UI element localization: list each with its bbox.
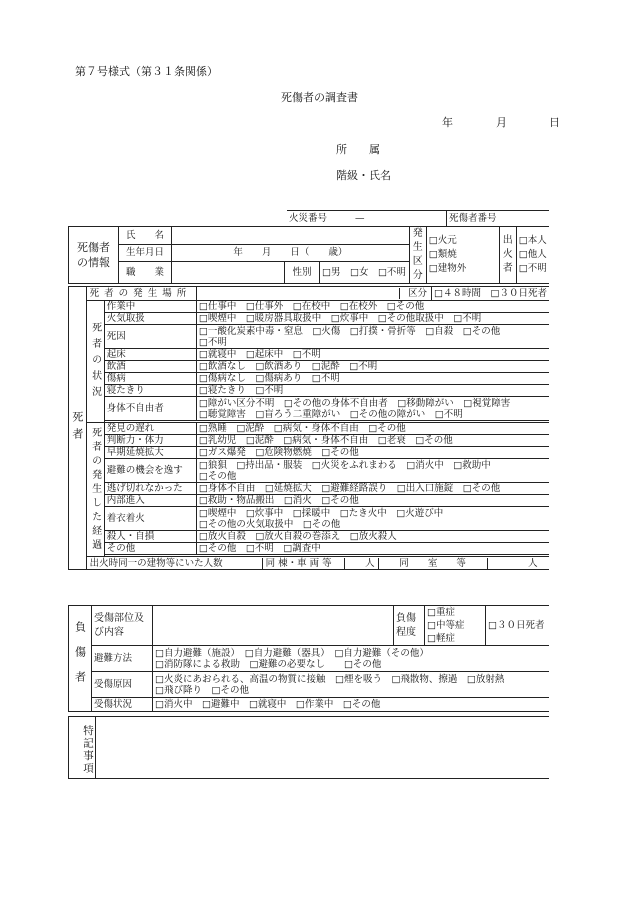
same-ridge-unit: 人 [345, 558, 379, 569]
date-day-label: 日 [549, 116, 560, 129]
route-row-options[interactable]: □ガス爆発 □危険物燃焼 □その他 [196, 447, 549, 459]
form-number: 第７号様式（第３１条関係） [75, 65, 218, 78]
state-row-label: 作業中 [104, 301, 196, 313]
job-field[interactable] [172, 261, 285, 283]
state-row-options[interactable]: □寝たきり □不明 [196, 385, 549, 397]
fire-person-unknown[interactable]: □不明 [518, 263, 547, 274]
clothing-options-2[interactable]: □その他の火気取扱中 □その他 [198, 518, 341, 530]
degree-moderate[interactable]: □中等症 [427, 620, 465, 631]
route-row-options[interactable] [196, 507, 549, 531]
injury-part-field[interactable] [153, 606, 394, 646]
evacuation-label: 避難方法 [92, 646, 153, 672]
job-label: 職 業 [119, 261, 172, 283]
route-row-label: その他 [104, 543, 196, 555]
dead-place-field[interactable] [196, 287, 431, 301]
route-row-label: 避難の機会を逸す [104, 459, 196, 483]
state-row-label: 起床 [104, 349, 196, 361]
info-section-label: 死傷者の情報 [69, 227, 119, 284]
injured-table [68, 605, 549, 712]
origin-spread[interactable]: □類焼 [428, 249, 457, 260]
escape-options[interactable]: □狼狽 □持出品・服装 □火災をふれまわる □消火中 □救助中 [198, 459, 491, 471]
state-row-label: 傷病 [104, 373, 196, 385]
casualty-no-label: 死傷者番号 [449, 213, 497, 224]
injury-cause-options-1[interactable]: □火炎にあおられる、高温の物質に接触 □煙を吸う □飛散物、擦過 □放射熱 [155, 673, 505, 685]
date-year-label: 年 [442, 116, 453, 129]
state-row-options[interactable] [196, 325, 549, 349]
escape-options-2[interactable]: □その他 [198, 470, 237, 482]
fire-person-label: 出火者 [499, 227, 516, 284]
origin-options[interactable] [426, 227, 499, 284]
injury-degree-label: 負傷程度 [394, 606, 425, 646]
origin-outside[interactable]: □建物外 [428, 263, 467, 274]
route-label: 死者の発生した経過 [86, 423, 104, 557]
state-row-options[interactable]: □就寝中 □起床中 □不明 [196, 349, 549, 361]
fire-person-options[interactable] [516, 227, 549, 284]
dob-field[interactable]: 年 月 日（ 歳） [172, 244, 410, 261]
route-row-label: 判断力・体力 [104, 435, 196, 447]
route-row-options[interactable]: □熟睡 □泥酔 □病気・身体不自由 □その他 [196, 423, 549, 435]
rank-name-label: 階級・氏名 [336, 169, 391, 182]
route-row-label: 逃げ切れなかった [104, 483, 196, 495]
same-building-label: 出火時同一の建物等にいた人数 [87, 558, 263, 569]
dead-table [68, 286, 549, 570]
route-row-options[interactable] [196, 459, 549, 483]
route-row-options[interactable]: □救助・物品搬出 □消火 □その他 [196, 495, 549, 507]
injury-degree-options[interactable] [425, 606, 486, 646]
state-row-options[interactable]: □喫煙中 □暖房器具取扱中 □炊事中 □その他取扱中 □不明 [196, 313, 549, 325]
route-row-label: 着衣着火 [104, 507, 196, 531]
route-row-options[interactable]: □放火自殺 □放火自殺の巻添え □放火殺人 [196, 531, 549, 543]
disability-options[interactable]: □障がい区分不明 □その他の身体不自由者 □移動障がい □視覚障害 [198, 397, 511, 409]
notes-label: 特記事項 [69, 717, 96, 779]
clothing-options[interactable]: □喫煙中 □炊事中 □採暖中 □たき火中 □火遊び中 [198, 507, 444, 519]
evacuation-options-1[interactable]: □自力避難（施設） □自力避難（器具） □自力避難（その他） [155, 647, 429, 659]
name-field[interactable] [172, 227, 410, 245]
sex-options[interactable]: □男 □女 □不明 [320, 261, 410, 283]
route-row-label: 早期延焼拡大 [104, 447, 196, 459]
state-row-label: 身体不自由者 [104, 397, 196, 421]
notes-field[interactable] [96, 717, 550, 779]
state-row-label: 火気取扱 [104, 313, 196, 325]
kubun-label: 区分 [399, 288, 429, 299]
dead-section-label: 死者 [69, 287, 87, 570]
casualty-info-table [68, 226, 549, 284]
notes-table [68, 716, 549, 779]
kubun-options[interactable]: □４８時間 □３０日死者 [432, 287, 549, 301]
injury-status-options[interactable]: □消火中 □避難中 □就寝中 □作業中 □その他 [153, 698, 550, 712]
route-row-options[interactable]: □乳幼児 □泥酔 □病気・身体不自由 □老衰 □その他 [196, 435, 549, 447]
same-room-label: 同 室 等 [379, 558, 488, 569]
fire-no-dash: — [355, 213, 365, 224]
injury-cause-options-2[interactable]: □飛び降り □その他 [155, 684, 249, 696]
dead-place-label: 死 者 の 発 生 場 所 [86, 287, 196, 301]
route-row-label: 発見の遅れ [104, 423, 196, 435]
route-row-label: 殺人・自損 [104, 531, 196, 543]
evacuation-options[interactable] [153, 646, 550, 672]
route-row-label: 内部進入 [104, 495, 196, 507]
affiliation-label: 所 属 [336, 143, 380, 156]
same-ridge-label: 同 棟・車 両 等 [263, 558, 345, 569]
state-row-label: 寝たきり [104, 385, 196, 397]
state-row-options[interactable]: □傷病なし □傷病あり □不明 [196, 373, 549, 385]
same-building-row [86, 557, 549, 570]
state-row-label: 飲酒 [104, 361, 196, 373]
date-month-label: 月 [496, 116, 507, 129]
fire-no-label: 火災番号 [289, 213, 328, 224]
injury-part-label: 受傷部位及び内容 [92, 606, 153, 646]
injury-status-label: 受傷状況 [92, 698, 153, 712]
state-row-options[interactable]: □仕事中 □仕事外 □在校中 □在校外 □その他 [196, 301, 549, 313]
state-label: 死者の状況 [86, 301, 104, 423]
number-table [287, 210, 549, 227]
day30-death-option[interactable]: □３０日死者 [486, 606, 550, 646]
route-row-options[interactable]: □身体不自由 □延焼拡大 □避難経路誤り □出入口施錠 □その他 [196, 483, 549, 495]
state-row-options[interactable]: □飲酒なし □飲酒あり □泥酔 □不明 [196, 361, 549, 373]
sex-label: 性別 [285, 261, 320, 283]
origin-fire-source[interactable]: □火元 [428, 235, 457, 246]
name-label: 氏 名 [119, 227, 172, 245]
injury-cause-label: 受傷原因 [92, 672, 153, 698]
state-row-label: 死因 [104, 325, 196, 349]
disability-options-2[interactable]: □聴覚障害 □盲ろう二重障がい □その他の障がい □不明 [198, 408, 463, 420]
origin-label: 発生区分 [409, 227, 426, 284]
degree-mild[interactable]: □軽症 [427, 633, 455, 644]
route-row-options[interactable]: □その他 □不明 □調査中 [196, 543, 549, 555]
cause-options-2[interactable]: □不明 [198, 336, 227, 348]
degree-severe[interactable]: □重症 [427, 607, 455, 618]
dob-label: 生年月日 [119, 244, 172, 261]
fire-person-other[interactable]: □他人 [518, 249, 547, 260]
evacuation-options-2[interactable]: □消防隊による救助 □避難の必要なし □その他 [155, 658, 382, 670]
fire-person-self[interactable]: □本人 [518, 235, 547, 246]
injury-cause-options[interactable] [153, 672, 550, 698]
injured-section-label: 負傷者 [69, 606, 92, 712]
page-title: 死傷者の調査書 [281, 91, 358, 104]
same-room-unit: 人 [528, 557, 538, 569]
cause-options[interactable]: □一酸化炭素中毒・窒息 □火傷 □打撲・骨折等 □自殺 □その他 [198, 325, 501, 337]
state-row-options[interactable] [196, 397, 549, 421]
